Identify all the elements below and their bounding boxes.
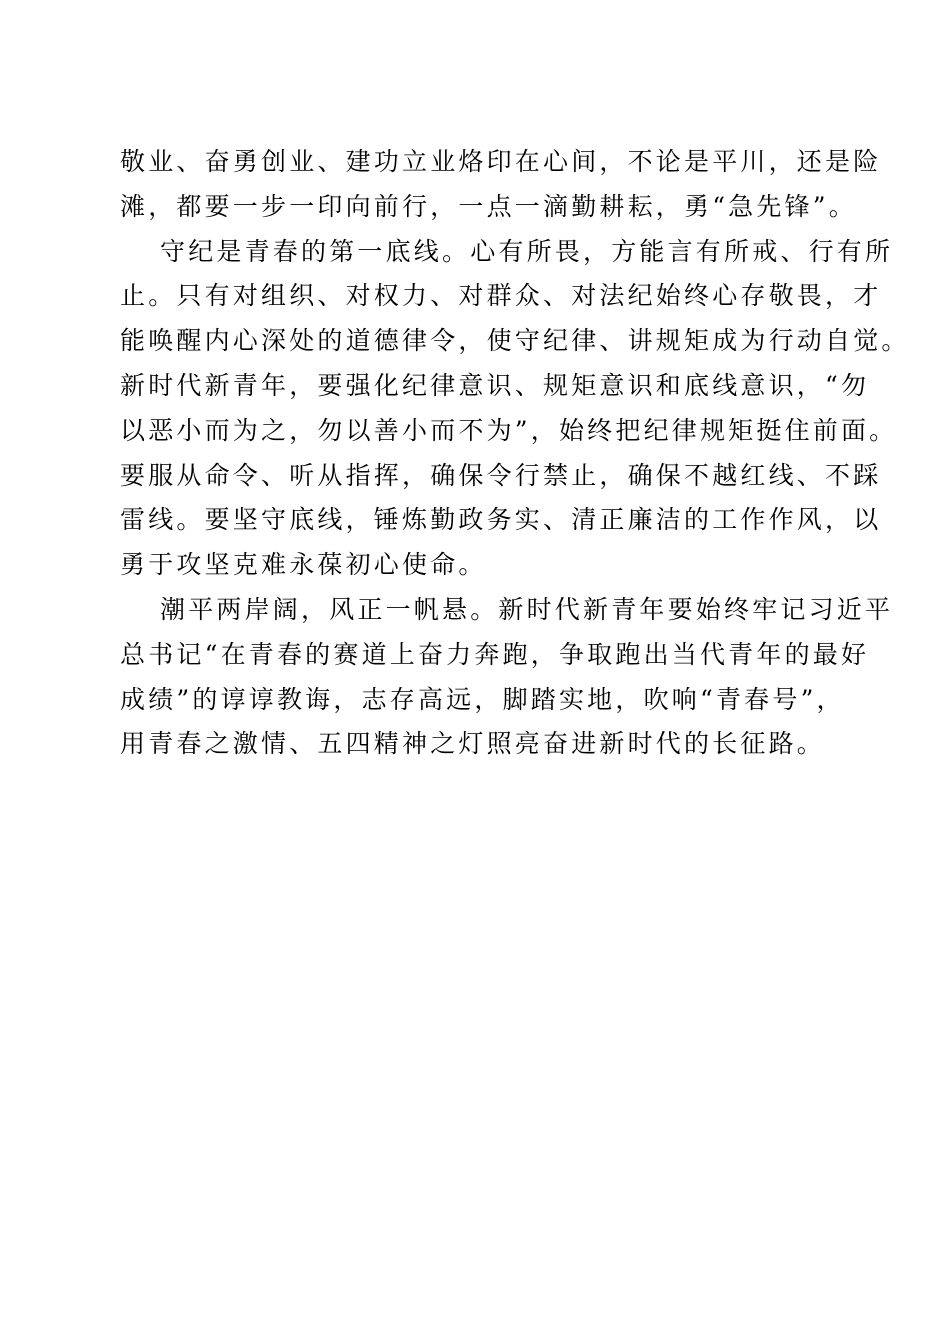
text-line: 能唤醒内心深处的道德律令，使守纪律、讲规矩成为行动自觉。 bbox=[120, 326, 910, 356]
text-line: 用青春之激情、五四精神之灯照亮奋进新时代的长征路。 bbox=[120, 729, 826, 759]
text-line: 雷线。要坚守底线，锤炼勤政务实、清正廉洁的工作作风，以 bbox=[120, 505, 882, 535]
text-line: 新时代新青年，要强化纪律意识、规矩意识和底线意识，“勿 bbox=[120, 370, 870, 400]
paragraph-start-line: 守纪是青春的第一底线。心有所畏，方能言有所戒、行有所 bbox=[160, 236, 894, 266]
text-line: 成绩”的谆谆教诲，志存高远，脚踏实地，吹响“青春号”， bbox=[120, 684, 845, 714]
text-line: 滩，都要一步一印向前行，一点一滴勤耕耘，勇“急先锋”。 bbox=[120, 191, 857, 221]
text-line: 勇于攻坚克难永葆初心使命。 bbox=[120, 550, 487, 580]
text-line: 以恶小而为之，勿以善小而不为”，始终把纪律规矩挺住前面。 bbox=[120, 415, 898, 445]
text-line: 总书记“在青春的赛道上奋力奔跑，争取跑出当代青年的最好 bbox=[120, 639, 870, 669]
body-text bbox=[120, 140, 910, 767]
text-line: 止。只有对组织、对权力、对群众、对法纪始终心存敬畏，才 bbox=[120, 281, 882, 311]
text-line: 要服从命令、听从指挥，确保令行禁止，确保不越红线、不踩 bbox=[120, 460, 882, 490]
text-line: 敬业、奋勇创业、建功立业烙印在心间，不论是平川，还是险 bbox=[120, 147, 882, 176]
paragraph-start-line: 潮平两岸阔，风正一帆悬。新时代新青年要始终牢记习近平 bbox=[160, 594, 894, 624]
